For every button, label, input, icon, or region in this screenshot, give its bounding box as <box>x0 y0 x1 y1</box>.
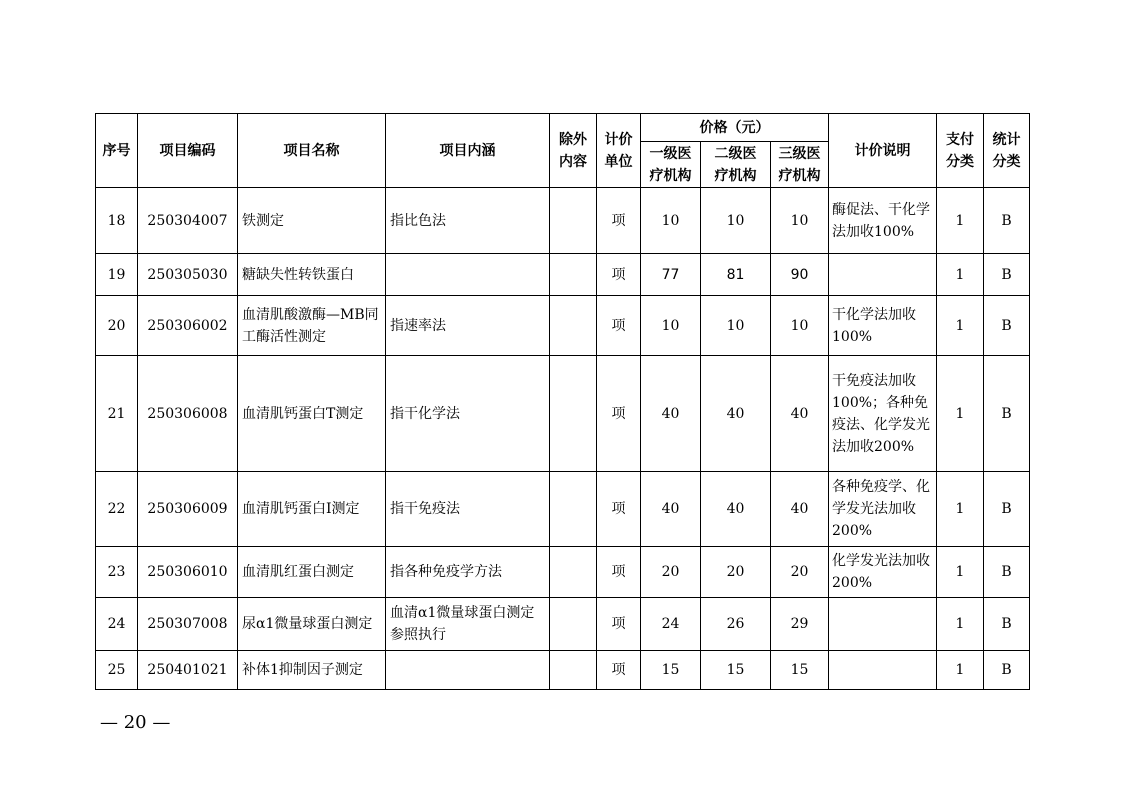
cell-price-level1: 15 <box>641 651 701 690</box>
header-level2: 二级医 疗机构 <box>701 142 771 188</box>
cell-payment: 1 <box>937 188 984 254</box>
cell-price-level3: 40 <box>771 472 829 547</box>
cell-price-level3: 40 <box>771 356 829 472</box>
cell-price-level1: 24 <box>641 598 701 651</box>
cell-code: 250307008 <box>138 598 238 651</box>
cell-code: 250304007 <box>138 188 238 254</box>
cell-excluded <box>550 598 597 651</box>
cell-unit: 项 <box>597 254 641 296</box>
cell-payment: 1 <box>937 472 984 547</box>
price-table <box>95 113 1030 690</box>
cell-code: 250401021 <box>138 651 238 690</box>
cell-price-level1: 10 <box>641 188 701 254</box>
cell-note: 酶促法、干化学法加收100% <box>829 188 937 254</box>
table-body <box>96 188 1030 690</box>
cell-content <box>386 254 550 296</box>
header-note: 计价说明 <box>829 114 937 188</box>
cell-content: 指各种免疫学方法 <box>386 547 550 598</box>
cell-name: 血清肌红蛋白测定 <box>238 547 386 598</box>
cell-price-level3: 29 <box>771 598 829 651</box>
cell-price-level2: 10 <box>701 188 771 254</box>
cell-unit: 项 <box>597 188 641 254</box>
cell-unit: 项 <box>597 598 641 651</box>
cell-stat: B <box>984 296 1030 356</box>
cell-name: 糖缺失性转铁蛋白 <box>238 254 386 296</box>
cell-name: 血清肌酸激酶—MB同工酶活性测定 <box>238 296 386 356</box>
table-row <box>96 598 1030 651</box>
cell-name: 尿α1微量球蛋白测定 <box>238 598 386 651</box>
cell-price-level3: 90 <box>771 254 829 296</box>
cell-code: 250306009 <box>138 472 238 547</box>
cell-name: 血清肌钙蛋白T测定 <box>238 356 386 472</box>
header-level1: 一级医 疗机构 <box>641 142 701 188</box>
cell-code: 250305030 <box>138 254 238 296</box>
cell-stat: B <box>984 651 1030 690</box>
cell-seq: 21 <box>96 356 138 472</box>
cell-content: 指干化学法 <box>386 356 550 472</box>
cell-code: 250306010 <box>138 547 238 598</box>
cell-stat: B <box>984 472 1030 547</box>
cell-content: 血清α1微量球蛋白测定参照执行 <box>386 598 550 651</box>
cell-price-level3: 15 <box>771 651 829 690</box>
cell-payment: 1 <box>937 356 984 472</box>
cell-payment: 1 <box>937 296 984 356</box>
cell-name: 血清肌钙蛋白Ⅰ测定 <box>238 472 386 547</box>
cell-price-level3: 20 <box>771 547 829 598</box>
cell-excluded <box>550 547 597 598</box>
cell-content: 指比色法 <box>386 188 550 254</box>
header-seq: 序号 <box>96 114 138 188</box>
table-row <box>96 296 1030 356</box>
cell-price-level2: 26 <box>701 598 771 651</box>
header-stat: 统计 分类 <box>984 114 1030 188</box>
cell-seq: 25 <box>96 651 138 690</box>
cell-excluded <box>550 651 597 690</box>
table-row <box>96 472 1030 547</box>
cell-excluded <box>550 188 597 254</box>
table-row <box>96 547 1030 598</box>
cell-seq: 19 <box>96 254 138 296</box>
cell-name: 铁测定 <box>238 188 386 254</box>
cell-code: 250306008 <box>138 356 238 472</box>
cell-price-level1: 77 <box>641 254 701 296</box>
cell-seq: 23 <box>96 547 138 598</box>
header-code: 项目编码 <box>138 114 238 188</box>
cell-price-level2: 40 <box>701 356 771 472</box>
cell-stat: B <box>984 188 1030 254</box>
cell-note: 各种免疫学、化学发光法加收200% <box>829 472 937 547</box>
cell-seq: 20 <box>96 296 138 356</box>
header-level3: 三级医 疗机构 <box>771 142 829 188</box>
cell-unit: 项 <box>597 651 641 690</box>
cell-stat: B <box>984 356 1030 472</box>
header-unit: 计价 单位 <box>597 114 641 188</box>
cell-unit: 项 <box>597 547 641 598</box>
cell-price-level2: 15 <box>701 651 771 690</box>
cell-content: 指速率法 <box>386 296 550 356</box>
cell-price-level3: 10 <box>771 296 829 356</box>
cell-payment: 1 <box>937 254 984 296</box>
table-row <box>96 188 1030 254</box>
cell-excluded <box>550 472 597 547</box>
cell-price-level2: 20 <box>701 547 771 598</box>
cell-payment: 1 <box>937 651 984 690</box>
cell-note <box>829 598 937 651</box>
cell-price-level1: 40 <box>641 472 701 547</box>
cell-stat: B <box>984 254 1030 296</box>
cell-price-level1: 10 <box>641 296 701 356</box>
header-excluded: 除外 内容 <box>550 114 597 188</box>
cell-excluded <box>550 296 597 356</box>
cell-code: 250306002 <box>138 296 238 356</box>
cell-unit: 项 <box>597 296 641 356</box>
cell-note <box>829 651 937 690</box>
header-name: 项目名称 <box>238 114 386 188</box>
cell-name: 补体1抑制因子测定 <box>238 651 386 690</box>
cell-price-level2: 81 <box>701 254 771 296</box>
cell-price-level2: 10 <box>701 296 771 356</box>
header-price-group: 价格（元） <box>641 114 829 142</box>
header-content: 项目内涵 <box>386 114 550 188</box>
cell-note: 干免疫法加收100%；各种免疫法、化学发光法加收200% <box>829 356 937 472</box>
page-number: — 20 — <box>100 712 171 733</box>
cell-price-level1: 20 <box>641 547 701 598</box>
cell-price-level2: 40 <box>701 472 771 547</box>
cell-price-level3: 10 <box>771 188 829 254</box>
cell-seq: 18 <box>96 188 138 254</box>
cell-price-level1: 40 <box>641 356 701 472</box>
cell-stat: B <box>984 547 1030 598</box>
table-row <box>96 254 1030 296</box>
cell-note: 化学发光法加收200% <box>829 547 937 598</box>
cell-excluded <box>550 356 597 472</box>
cell-excluded <box>550 254 597 296</box>
cell-unit: 项 <box>597 472 641 547</box>
cell-note: 干化学法加收100% <box>829 296 937 356</box>
cell-stat: B <box>984 598 1030 651</box>
cell-content: 指干免疫法 <box>386 472 550 547</box>
cell-payment: 1 <box>937 598 984 651</box>
cell-payment: 1 <box>937 547 984 598</box>
cell-unit: 项 <box>597 356 641 472</box>
table-row <box>96 356 1030 472</box>
cell-seq: 24 <box>96 598 138 651</box>
header-payment: 支付 分类 <box>937 114 984 188</box>
cell-note <box>829 254 937 296</box>
cell-content <box>386 651 550 690</box>
table-row <box>96 651 1030 690</box>
cell-seq: 22 <box>96 472 138 547</box>
